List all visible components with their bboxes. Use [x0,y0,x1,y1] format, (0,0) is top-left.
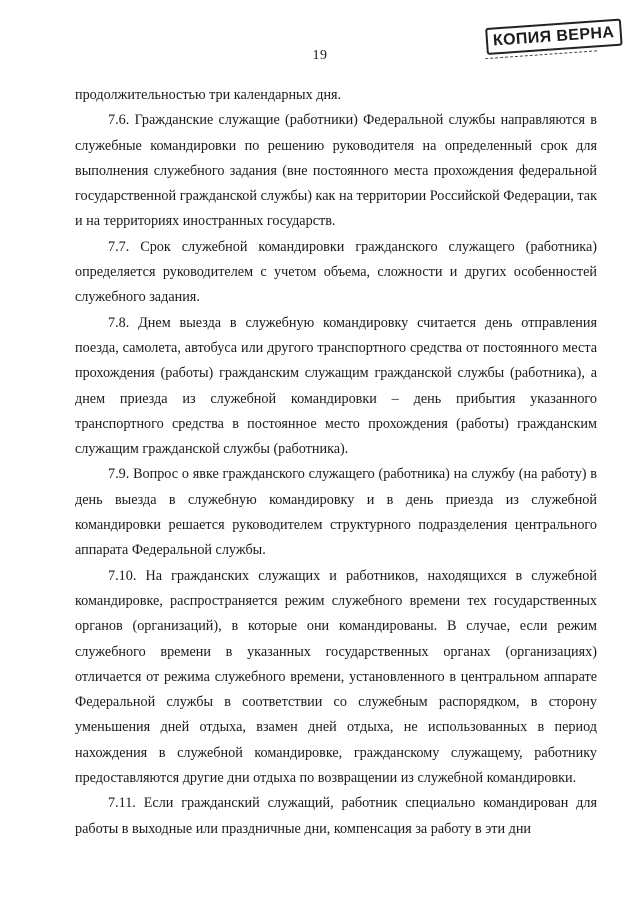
document-body [75,83,597,842]
paragraph-7-7: 7.7. Срок служебной командировки гражданского служащего (работника) определяется руководителем с учетом объема, сложности и других особенностей служебного задания. [75,238,597,306]
page-number: 19 [312,48,328,63]
stamp-text: КОПИЯ ВЕРНА [485,19,622,55]
paragraph-7-6: 7.6. Гражданские служащие (работники) Федеральной службы направляются в служебные командировки по решению руководителя на определенный срок для выполнения служебного задания (вне постоянного места прохождения федеральной государственной гражданской службы) как на территории Российской Федерации, так и на территориях иностранных государств. [75,112,597,230]
paragraph-continuation: продолжительностью три календарных дня. [75,87,342,103]
paragraph-7-11: 7.11. Если гражданский служащий, работник специально командирован для работы в выходные или праздничные дни, компенсация за работу в эти дни [75,795,597,837]
paragraph-7-8: 7.8. Днем выезда в служебную командировку считается день отправления поезда, самолета, автобуса или другого транспортного средства от постоянного места прохождения (работы) гражданским служащим гражданской службы (работника), а днем приезда из служебной командировки – день прибытия указанного транспортного средства в постоянное место прохождения (работы) гражданским служащим гражданской службы (работника). [75,314,597,458]
paragraph-7-9: 7.9. Вопрос о явке гражданского служащего (работника) на службу (на работу) в день выезда в служебную командировку и в день приезда из служебной командировки решается руководителем структурного подразделения центрального аппарата Федеральной службы. [75,466,597,559]
paragraph-7-10: 7.10. На гражданских служащих и работников, находящихся в служебной командировке, распространяется режим служебного времени тех государственных органов (организаций), в которые они командированы. В случае, если режим служебного времени в указанных государственных органах (организациях) отличается от режима служебного времени, установленного в центральном аппарате Федеральной службы в соответствии со служебным распорядком, в сторону уменьшения дней отдыха, взамен дней отдыха, не использованных в период нахождения в служебной командировке, гражданскому служащему, работнику предоставляются другие дни отдыха по возвращении из служебной командировки. [75,567,597,787]
certified-copy-stamp [482,10,615,68]
